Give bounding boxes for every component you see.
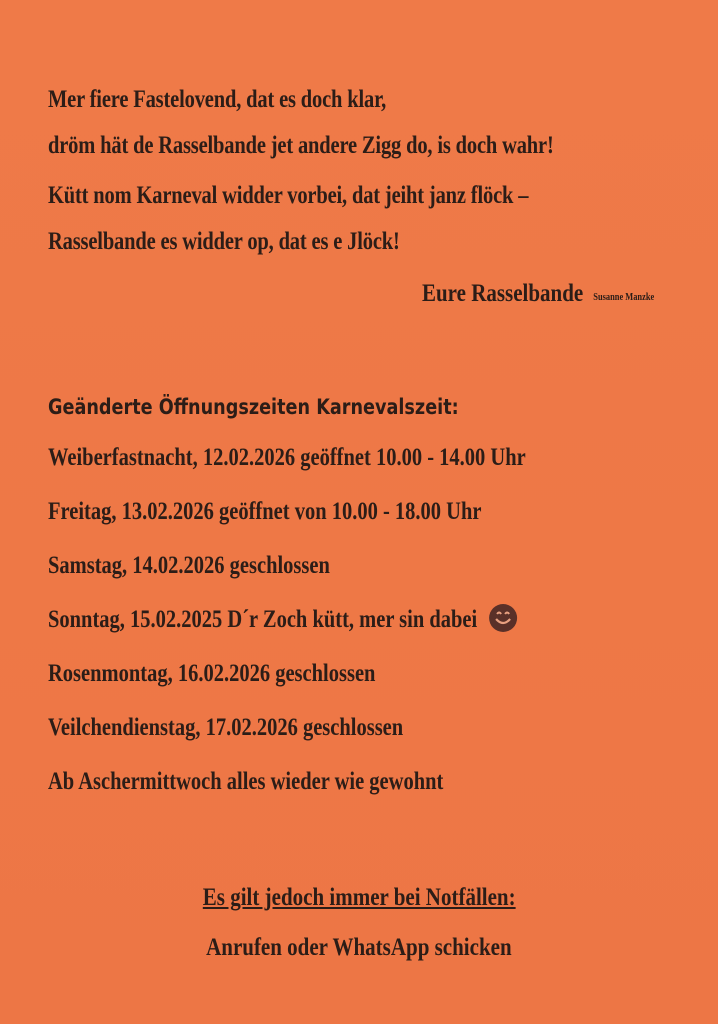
- emergency-contact: Anrufen oder WhatsApp schicken: [206, 934, 512, 961]
- poem-block: [48, 82, 688, 260]
- opening-hours-section: [48, 390, 688, 800]
- schedule-row-samstag: Samstag, 14.02.2026 geschlossen: [48, 552, 330, 579]
- schedule-row-weiberfastnacht: Weiberfastnacht, 12.02.2026 geöffnet 10.00 - 14.00 Uhr: [48, 444, 526, 471]
- emergency-heading: Es gilt jedoch immer bei Notfällen:: [202, 884, 516, 911]
- smiley-icon: [489, 604, 517, 632]
- poem-line-3: Kütt nom Karneval widder vorbei, dat jeiht janz flöck –: [48, 182, 529, 209]
- poem-line-1: Mer fiere Fastelovend, dat es doch klar,: [48, 86, 387, 113]
- opening-hours-heading: Geänderte Öffnungszeiten Karnevalszeit:: [48, 395, 459, 419]
- schedule-row-aschermittwoch: Ab Aschermittwoch alles wieder wie gewohnt: [48, 768, 444, 795]
- schedule-row-rosenmontag: Rosenmontag, 16.02.2026 geschlossen: [48, 660, 376, 687]
- schedule-row-sonntag-text: Sonntag, 15.02.2025 D´r Zoch kütt, mer sin dabei: [48, 606, 478, 633]
- author-name: Susanne Manzke: [593, 292, 655, 303]
- schedule-row-freitag: Freitag, 13.02.2026 geöffnet von 10.00 - 18.00 Uhr: [48, 498, 482, 525]
- poem-line-2: dröm hät de Rasselbande jet andere Zigg do, is doch wahr!: [48, 132, 554, 159]
- signature: Eure Rasselbande: [422, 280, 584, 307]
- emergency-notice: [0, 880, 718, 966]
- poem-line-4: Rasselbande es widder op, dat es e Jlöck!: [48, 228, 400, 255]
- schedule-row-veilchendienstag: Veilchendienstag, 17.02.2026 geschlossen: [48, 714, 404, 741]
- schedule-row-sonntag: [48, 602, 573, 638]
- signature-block: [422, 280, 654, 308]
